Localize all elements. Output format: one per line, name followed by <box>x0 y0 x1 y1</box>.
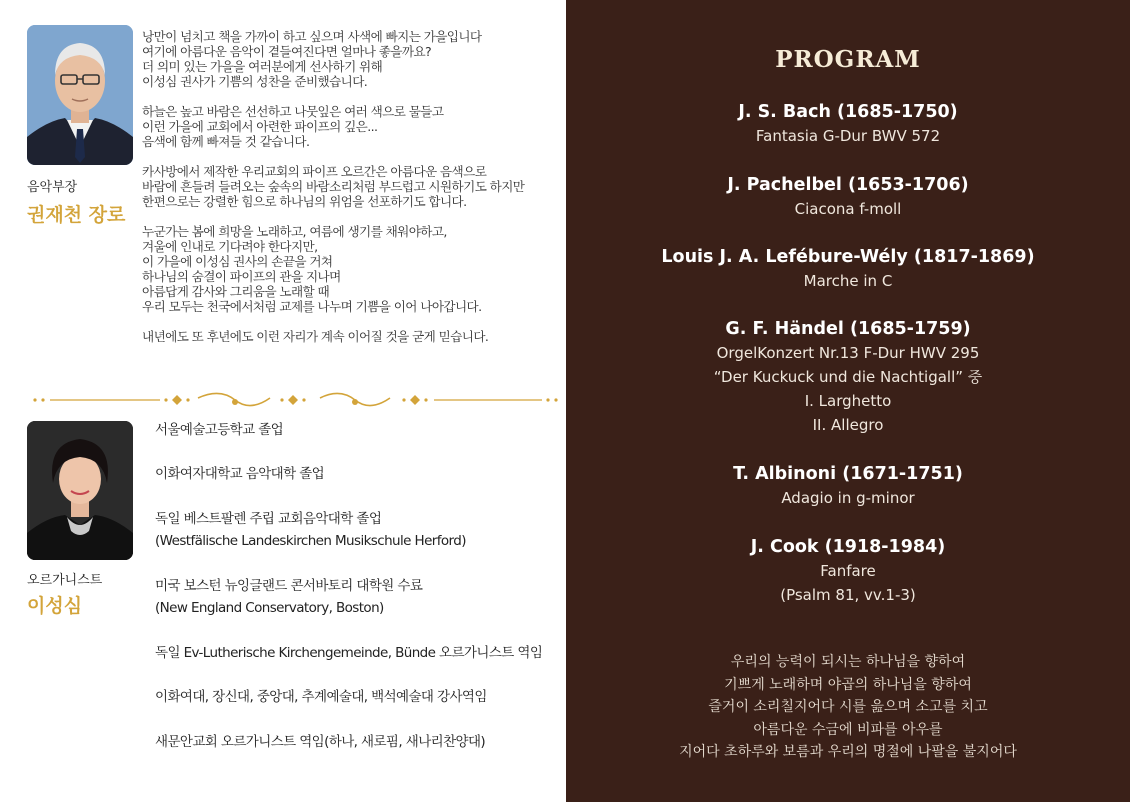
career-item: 독일 Ev-Lutherische Kirchengemeinde, Bünde 오르가니스트 역임 <box>155 645 543 661</box>
verse-line: 기쁘게 노래하며 야곱의 하나님을 향하여 <box>724 676 972 693</box>
career-item: (New England Conservatory, Boston) <box>155 600 384 616</box>
organist-photo <box>27 421 133 560</box>
verse-line: 우리의 능력이 되시는 하나님을 향하여 <box>730 654 966 670</box>
career-item: 서울예술고등학교 졸업 <box>155 422 284 438</box>
ornamental-divider <box>30 388 560 412</box>
career-item: 미국 보스턴 뉴잉글랜드 콘서바토리 대학원 수료 <box>155 578 423 594</box>
verse-line: 아름다운 수금에 비파를 아우를 <box>753 721 943 738</box>
scripture-verse <box>566 651 1130 764</box>
program-piece <box>566 317 1130 437</box>
music-director-role: 음악부장 <box>27 180 78 195</box>
composer: G. F. Händel (1685-1759) <box>725 319 971 339</box>
music-director-name: 권재천 장로 <box>27 204 126 226</box>
career-item: 새문안교회 오르가니스트 역임(하나, 새로핌, 새나리찬양대) <box>155 734 486 750</box>
work: “Der Kuckuck und die Nachtigall” 중 <box>713 368 983 386</box>
greeting-letter <box>142 29 557 359</box>
composer: Louis J. A. Lefébure-Wély (1817-1869) <box>661 247 1035 267</box>
music-director-photo <box>27 25 133 165</box>
letter-paragraph: 낭만이 넘치고 책을 가까이 하고 싶으며 사색에 빠지는 가을입니다 여기에 아름다운 음악이 곁들여진다면 얼마나 좋을까요? 더 의미 있는 가을을 여러분에게 선사하기 위해 이성심 권사가 기쁨의 성찬을 준비했습니다. <box>142 29 482 89</box>
letter-paragraph: 카사방에서 제작한 우리교회의 파이프 오르간은 아름다운 음색으로 바람에 흔들려 들려오는 숲속의 바람소리처럼 부드럽고 시원하기도 하지만 한편으로는 강렬한 힘으로 하나님의 위엄을 선포하기도 합니다. <box>142 164 525 209</box>
program-piece <box>566 535 1130 607</box>
career-item: 이화여대, 장신대, 중앙대, 추계예술대, 백석예술대 강사역임 <box>155 689 487 705</box>
work: Fanfare <box>820 562 876 580</box>
verse-line: 즐거이 소리칠지어다 시를 읊으며 소고를 치고 <box>708 699 988 715</box>
work: II. Allegro <box>812 416 884 434</box>
work: Marche in C <box>803 272 893 290</box>
career-item: 독일 베스트팔렌 주립 교회음악대학 졸업 <box>155 511 382 527</box>
letter-paragraph: 누군가는 봄에 희망을 노래하고, 여름에 생기를 채워야하고, 겨울에 인내로 기다려야 한다지만, 이 가을에 이성심 권사의 손끝을 거쳐 하나님의 숨결이 파이프의 관을 지나며 아름답게 감사와 그리움을 노래할 때 우리 모두는 천국에서처럼 교제를 나누며 기쁨을 이어 나아갑니다. <box>142 224 482 314</box>
work: OrgelKonzert Nr.13 F-Dur HWV 295 <box>716 344 980 362</box>
work: Fantasia G-Dur BWV 572 <box>755 127 941 145</box>
composer: J. Pachelbel (1653-1706) <box>727 175 969 195</box>
program-title: PROGRAM <box>775 46 921 73</box>
composer: J. Cook (1918-1984) <box>750 537 946 557</box>
program-piece <box>566 245 1130 293</box>
letter-paragraph: 내년에도 또 후년에도 이런 자리가 계속 이어질 것을 굳게 믿습니다. <box>142 329 489 344</box>
composer: J. S. Bach (1685-1750) <box>738 102 958 122</box>
program-piece <box>566 173 1130 221</box>
career-item: (Westfälische Landeskirchen Musikschule Herford) <box>155 533 466 549</box>
program-page <box>566 0 1130 802</box>
work: I. Larghetto <box>804 392 892 410</box>
letter-paragraph: 하늘은 높고 바람은 선선하고 나뭇잎은 여러 색으로 물들고 이런 가을에 교회에서 아련한 파이프의 깊은... 음색에 함께 빠져들 것 같습니다. <box>142 104 444 149</box>
work: Adagio in g-minor <box>781 489 915 507</box>
program-piece <box>566 100 1130 148</box>
career-item: 이화여자대학교 음악대학 졸업 <box>155 466 325 482</box>
work: Ciacona f-moll <box>794 200 902 218</box>
composer: T. Albinoni (1671-1751) <box>733 464 963 484</box>
program-piece <box>566 462 1130 510</box>
organist-role: 오르가니스트 <box>27 573 103 588</box>
organist-name: 이성심 <box>27 595 83 617</box>
verse-line: 지어다 초하루와 보름과 우리의 명절에 나팔을 불지어다 <box>679 744 1017 760</box>
work: (Psalm 81, vv.1-3) <box>780 586 916 604</box>
